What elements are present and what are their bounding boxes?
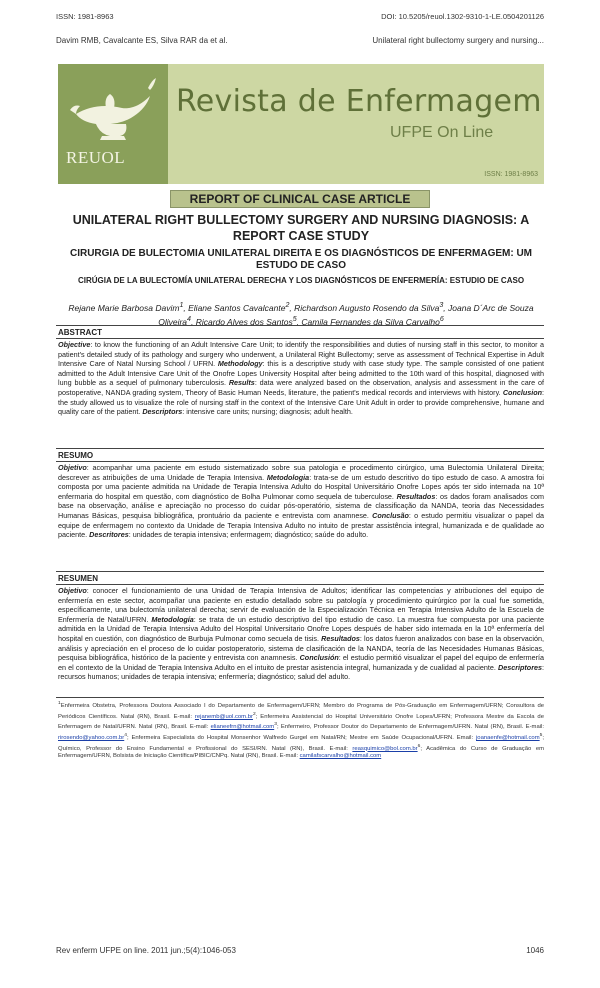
- author: Eliane Santos Cavalcante: [188, 302, 286, 313]
- author-footnotes: $^1$Enfermeira Obstetra, Professora Doutora Associado I do Departamento de Enfermagem/UFRN; Membro do Programa de Pós-Graduação em Enfermagem/UFRN; Consultora de Periódicos Científicos. Natal (RN), Brasil. E-mail: $rejanemb@uol.com.br^2$; Enfermeira Assistencial do Hospital Universitário Onofre Lopes/UFRN; Professora Mestre da Escola de Enfermagem de Natal/UFRN. Natal (RN), Brasil. E-mail: elianeefrn@hotmail.com$^3$; Enfermeiro, Professor Doutor do Departamento de Enfermagem/UFRN. Natal (RN), Brasil. E-mail: $rirosendo@yahoo.com.br^4$; Enfermeira Especialista do Hospital Monsenhor Walfredo Gurgel em Natal/RN; Mestre em Saúde Ocupacional/UFRN. Email: joanaenfe@hotmail.com$^5$; Químico, Professor do Ensino Fundamental e Profissional do SESI/RN. Natal (RN), Brasil. E-mail: $reasquimico@bol.com.br^6$; Acadêmica do Curso de Graduação em Enfermagem/UFRN, Bolsista de Iniciação Científica/PIBIC/CNPq. Natal (RN), Brasil. E-mail: camilafscarvalho@hotmail.com: [58, 701, 545, 760]
- email-link[interactable]: reasquimico@bol.com.br: [352, 745, 418, 752]
- journal-logo: [58, 64, 168, 184]
- divider: [56, 325, 544, 326]
- abstract-text: Objective: to know the functioning of an Adult Intensive Care Unit; to identify the responsibilities and duties of nursing staff in this sector, to monitor a patient's detailed study of its pathology and surgery who underwent, a Unilateral Right Bullectomy; serve as assessment of Technical Expertise in Adult Intensive Care of Natal Nursing School / UFRN. Methodology: this is a descriptive study with case study type. The sample consisted of one patient admitted to the Adult Intensive Care Unit of the Onofre Lopes University Hospital after being admitted to the 10th ward of this hospital, diagnosed with lung bubble as a sequel of pulmonary tuberculosis. Results: data were analyzed based on the observation, analysis and assessment in the care of postoperative, NANDA grading system, Theory of Basic Human Needs, literature, the patient's medical records and interviews with history. Conclusion: the study allowed us to visualize the role of nursing staff in the context of the Intensive Care Unit Adult in order to provide comprehensive, humane and quality care of the patient. Descriptors: intensive care units; nursing; diagnosis; adult health.: [58, 340, 544, 417]
- top-line: [56, 12, 544, 21]
- running-head-title: Unilateral right bullectomy surgery and nursing...: [372, 36, 544, 45]
- title-spanish: CIRÚGIA DE LA BULECTOMÍA UNILATERAL DERECHA Y LOS DIAGNÓSTICOS DE ENFERMERÍA: ESTUDIO DE CASO: [77, 276, 525, 285]
- title-portuguese: CIRURGIA DE BULECTOMIA UNILATERAL DIREITA E OS DIAGNÓSTICOS DE ENFERMAGEM: UM ESTUDO DE CASO: [69, 248, 533, 271]
- divider: [56, 584, 544, 585]
- divider: [56, 448, 544, 449]
- page-number: 1046: [526, 946, 544, 955]
- journal-subtitle: UFPE On Line: [390, 124, 494, 141]
- resumen-heading: RESUMEN: [58, 574, 99, 583]
- resumo-text: Objetivo: acompanhar uma paciente em estudo sistematizado sobre sua patologia e procedimento cirúrgico, uma Bulectomia Unilateral Direita; descrever as atribuições de uma Unidade de Terapia Intensiva. Metodologia: trata-se de um estudo descritivo do tipo estudo de caso. A amostra foi composta por uma paciente admitida na Unidade de Terapia Intensiva Adulto do Hospital Universitário Onofre Lopes após ter sido internada na 10ª enfermaria do hospital em questão, com diagnóstico de Bolha Pulmonar como sequela de tuberculose. Resultados: os dados foram analisados com base na observação, análise e apreciação no processo do cuidar pós-operatório, sistema de classificação da NANDA, teoria das Necessidades Humanas Básicas, pesquisa bibliográfica, prontuário da paciente e entrevista com anamnese. Conclusão: o estudo permitiu visualizar o papel da equipe de enfermagem no contexto da Unidade de Terapia Intensiva Adulto no intuito de prestar assistência integral, humanizada e de qualidade ao paciente. Descritores: unidades de terapia intensiva; enfermagem; diagnóstico; saúde do adulto.: [58, 463, 545, 540]
- email-link[interactable]: rejanemb@uol.com.br: [194, 713, 253, 720]
- doi-text: DOI: 10.5205/reuol.1302-9310-1-LE.0504201126: [381, 12, 544, 21]
- email-link[interactable]: joanaenfe@hotmail.com: [476, 734, 540, 741]
- citation: Rev enferm UFPE on line. 2011 jun.;5(4):1046-053: [56, 946, 236, 955]
- running-head-authors: Davim RMB, Cavalcante ES, Silva RAR da et al.: [56, 36, 228, 45]
- title-english: UNILATERAL RIGHT BULLECTOMY SURGERY AND NURSING DIAGNOSIS: A REPORT CASE STUDY: [72, 213, 530, 243]
- author: Camila Fernandes da Silva Carvalho: [301, 316, 440, 327]
- author: Ricardo Alves dos Santos: [195, 316, 293, 327]
- banner-issn: ISSN: 1981-8963: [484, 171, 538, 178]
- resumo-heading: RESUMO: [58, 451, 94, 460]
- running-head: [56, 36, 544, 45]
- email-link[interactable]: elianeefrn@hotmail.com: [210, 724, 275, 731]
- email-link[interactable]: camilafscarvalho@hotmail.com: [299, 753, 382, 760]
- resumen-text: Objetivo: conocer el funcionamiento de una Unidad de Terapia Intensiva de Adultos; identificar las competencias y atribuciones del equipo de enfermería en este sector, acompañar una paciente en estudio detallado sobre su patología y procedimiento quirúrgico por la cual fue sometida, específicamente, una bulectomía unilateral derecha; servir de evaluación de la Especialización Técnica en Terapia Intensiva Adulto de la Escuela de Enfermería de Natal/UFRN. Metodología: se trata de un estudio descriptivo del tipo estudio de caso. La muestra fue compuesta por una paciente admitida en la Unidad de Terapia Intensiva Adulto del Hospital Universitario Onofre Lopes después de haber sido internada en la 10ª enfermería del hospital en cuestión, con diagnóstico de Burbuja Pulmonar como secuela de tisis. Resultados: los datos fueron analizados con base en la observación, análisis y apreciación en el proceso de lo cuidar postoperatorio, sistema de clasificación de la NANDA, teoría de las Necesidades Humanas Básicas, pesquisa bibliográfica, histórico de la paciente y entrevista con anamnesis. Conclusión: el estudio permitió visualizar el papel del equipo de enfermería en el contexto de la Unidad de Terapia Intensiva Adulto en el intuito de prestar asistencia integral, humanizada y de cualidad al paciente. Descriptores: recursos humanos; unidades de terapia intensiva; enfermería; diagnóstico; salud del adulto.: [58, 586, 545, 682]
- divider: [56, 338, 544, 339]
- journal-title: Revista de Enfermagem: [176, 84, 542, 119]
- author-list: Rejane Marie Barbosa Davim$^1$, Eliane Santos Cavalcante$^2$, Richardson Augusto Rosendo da Silva$^3$, Joana D´Arc de Souza Oliveira$^4$, Ricardo Alves dos Santos$^5$, Camila Fernandes da Silva Carvalho$^6$: [68, 301, 534, 327]
- logo-text: REUOL: [66, 148, 126, 167]
- divider: [56, 461, 544, 462]
- abstract-heading: ABSTRACT: [58, 328, 102, 337]
- divider: [56, 571, 544, 572]
- author: Richardson Augusto Rosendo da Silva: [294, 302, 440, 313]
- oil-lamp-icon: [66, 74, 160, 144]
- divider: [56, 697, 544, 698]
- email-link[interactable]: rirosendo@yahoo.com.br: [58, 734, 125, 741]
- author: Joana D´Arc de Souza Oliveira: [158, 302, 534, 327]
- article-type-label: REPORT OF CLINICAL CASE ARTICLE: [170, 190, 430, 208]
- page-footer: [56, 946, 544, 955]
- journal-banner: [58, 64, 544, 184]
- issn-text: ISSN: 1981-8963: [56, 12, 114, 21]
- author: Rejane Marie Barbosa Davim: [68, 302, 180, 313]
